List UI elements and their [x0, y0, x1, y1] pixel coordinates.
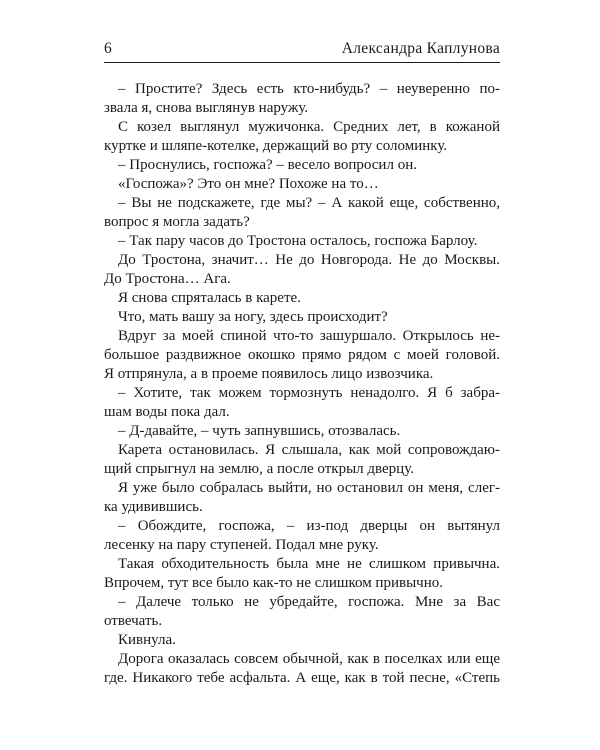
author-name: Александра Каплунова	[341, 40, 500, 57]
paragraph	[104, 308, 500, 327]
paragraph	[104, 555, 500, 593]
paragraph	[104, 422, 500, 441]
text-line: – Д-давайте, – чуть запнувшись, отозвалась.	[118, 423, 401, 439]
text-line: где. Никакого тебе асфальта. А еще, как в той песне, «Степь	[104, 670, 500, 686]
paragraph	[104, 631, 500, 650]
text-line: отвечать.	[104, 613, 163, 629]
text-line: – Далече только не убредайте, госпожа. Мне за Вас	[118, 594, 500, 610]
paragraph	[104, 194, 500, 232]
text-line: шам воды пока дал.	[104, 404, 230, 420]
header-rule	[104, 62, 500, 63]
text-line: До Тростона, значит… Не до Новгорода. Не до Москвы.	[118, 252, 500, 268]
paragraph	[104, 156, 500, 175]
text-line: Я отпрянула, а в проеме появилось лицо извозчика.	[104, 366, 434, 382]
text-line: Я снова спряталась в карете.	[118, 290, 301, 306]
text-line: ка удивившись.	[104, 499, 203, 515]
paragraph	[104, 251, 500, 289]
text-line: вопрос я могла задать?	[104, 214, 250, 230]
running-head	[104, 38, 500, 60]
text-line: Что, мать вашу за ногу, здесь происходит?	[118, 309, 388, 325]
text-line: Впрочем, тут все было как-то не слишком привычно.	[104, 575, 443, 591]
text-line: – Обождите, госпожа, – из-под дверцы он вытянул	[118, 518, 500, 534]
text-line: Кивнула.	[118, 632, 176, 648]
text-line: Дорога оказалась совсем обычной, как в поселках или еще	[118, 651, 500, 667]
text-line: Карета остановилась. Я слышала, как мой сопровождаю-	[118, 442, 500, 458]
text-line: – Хотите, так можем тормознуть ненадолго. Я б забра-	[118, 385, 500, 401]
text-line: С козел выглянул мужичонка. Средних лет, в кожаной	[118, 119, 500, 135]
body-text	[104, 80, 500, 688]
text-line: лесенку на пару ступеней. Подал мне руку.	[104, 537, 379, 553]
text-line: – Вы не подскажете, где мы? – А какой еще, собственно,	[118, 195, 500, 211]
text-line: Я уже было собралась выйти, но остановил он меня, слег-	[118, 480, 500, 496]
paragraph	[104, 650, 500, 688]
text-line: Вдруг за моей спиной что-то зашуршало. Открылось не-	[118, 328, 500, 344]
paragraph	[104, 232, 500, 251]
text-line: Такая обходительность была мне не слишком привычна.	[118, 556, 500, 572]
paragraph	[104, 327, 500, 384]
paragraph	[104, 118, 500, 156]
paragraph	[104, 441, 500, 479]
paragraph	[104, 517, 500, 555]
page-number: 6	[104, 40, 112, 57]
text-line: – Простите? Здесь есть кто-нибудь? – неуверенно по-	[118, 81, 500, 97]
text-line: куртке и шляпе-котелке, держащий во рту соломинку.	[104, 138, 448, 154]
paragraph	[104, 175, 500, 194]
text-line: До Тростона… Ага.	[104, 271, 231, 287]
text-line: – Проснулись, госпожа? – весело вопросил он.	[118, 157, 417, 173]
paragraph	[104, 80, 500, 118]
book-page	[104, 0, 500, 750]
paragraph	[104, 479, 500, 517]
text-line: щий спрыгнул на землю, а после открыл дверцу.	[104, 461, 414, 477]
text-line: большое раздвижное окошко прямо рядом с моей головой.	[104, 347, 500, 363]
paragraph	[104, 593, 500, 631]
text-line: звала я, снова выглянув наружу.	[104, 100, 309, 116]
text-line: – Так пару часов до Тростона осталось, госпожа Барлоу.	[118, 233, 478, 249]
text-line: «Госпожа»? Это он мне? Похоже на то…	[118, 176, 379, 192]
paragraph	[104, 384, 500, 422]
paragraph	[104, 289, 500, 308]
